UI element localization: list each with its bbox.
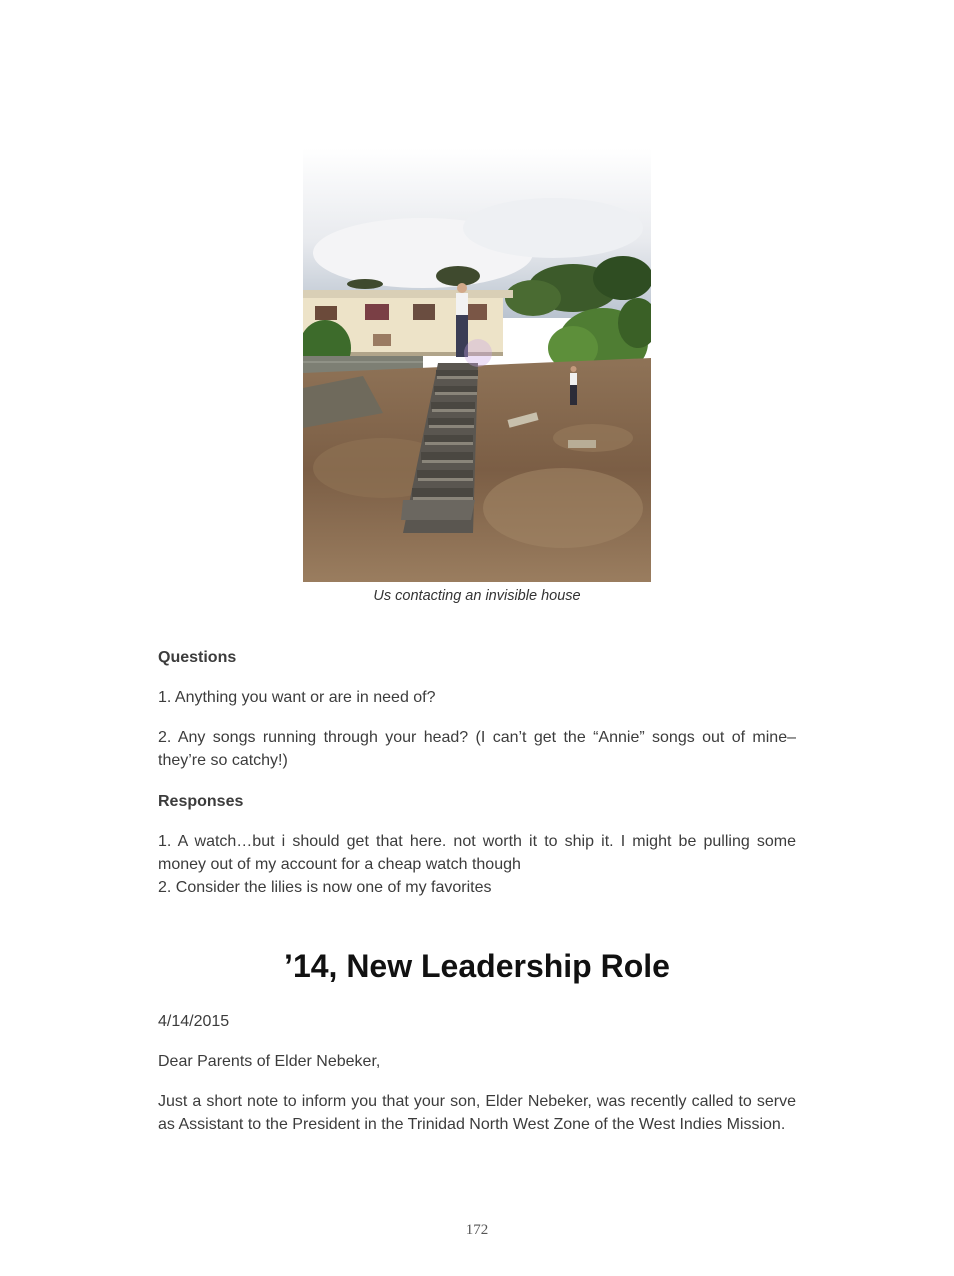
- responses-heading: Responses: [158, 793, 244, 810]
- letter-greeting: Dear Parents of Elder Nebeker,: [158, 1053, 381, 1070]
- section-title: ’14, New Leadership Role: [284, 948, 670, 984]
- question-2: 2. Any songs running through your head? (I can’t get the “Annie” songs out of mine–they’re so catchy!): [158, 729, 796, 769]
- letter-body: Just a short note to inform you that your son, Elder Nebeker, was recently called to serve as Assistant to the President in the Trinidad North West Zone of the West Indies Mission.: [158, 1093, 796, 1133]
- letter-date: 4/14/2015: [158, 1013, 230, 1030]
- questions-heading: Questions: [158, 649, 237, 666]
- question-1: 1. Anything you want or are in need of?: [158, 689, 436, 706]
- photo-invisible-house: [303, 148, 651, 582]
- response-1: 1. A watch…but i should get that here. not worth it to ship it. I might be pulling some money out of my account for a cheap watch though: [158, 833, 796, 873]
- figure-caption: Us contacting an invisible house: [373, 588, 581, 604]
- response-2: 2. Consider the lilies is now one of my favorites: [158, 879, 492, 896]
- page-number: 172: [465, 1222, 489, 1238]
